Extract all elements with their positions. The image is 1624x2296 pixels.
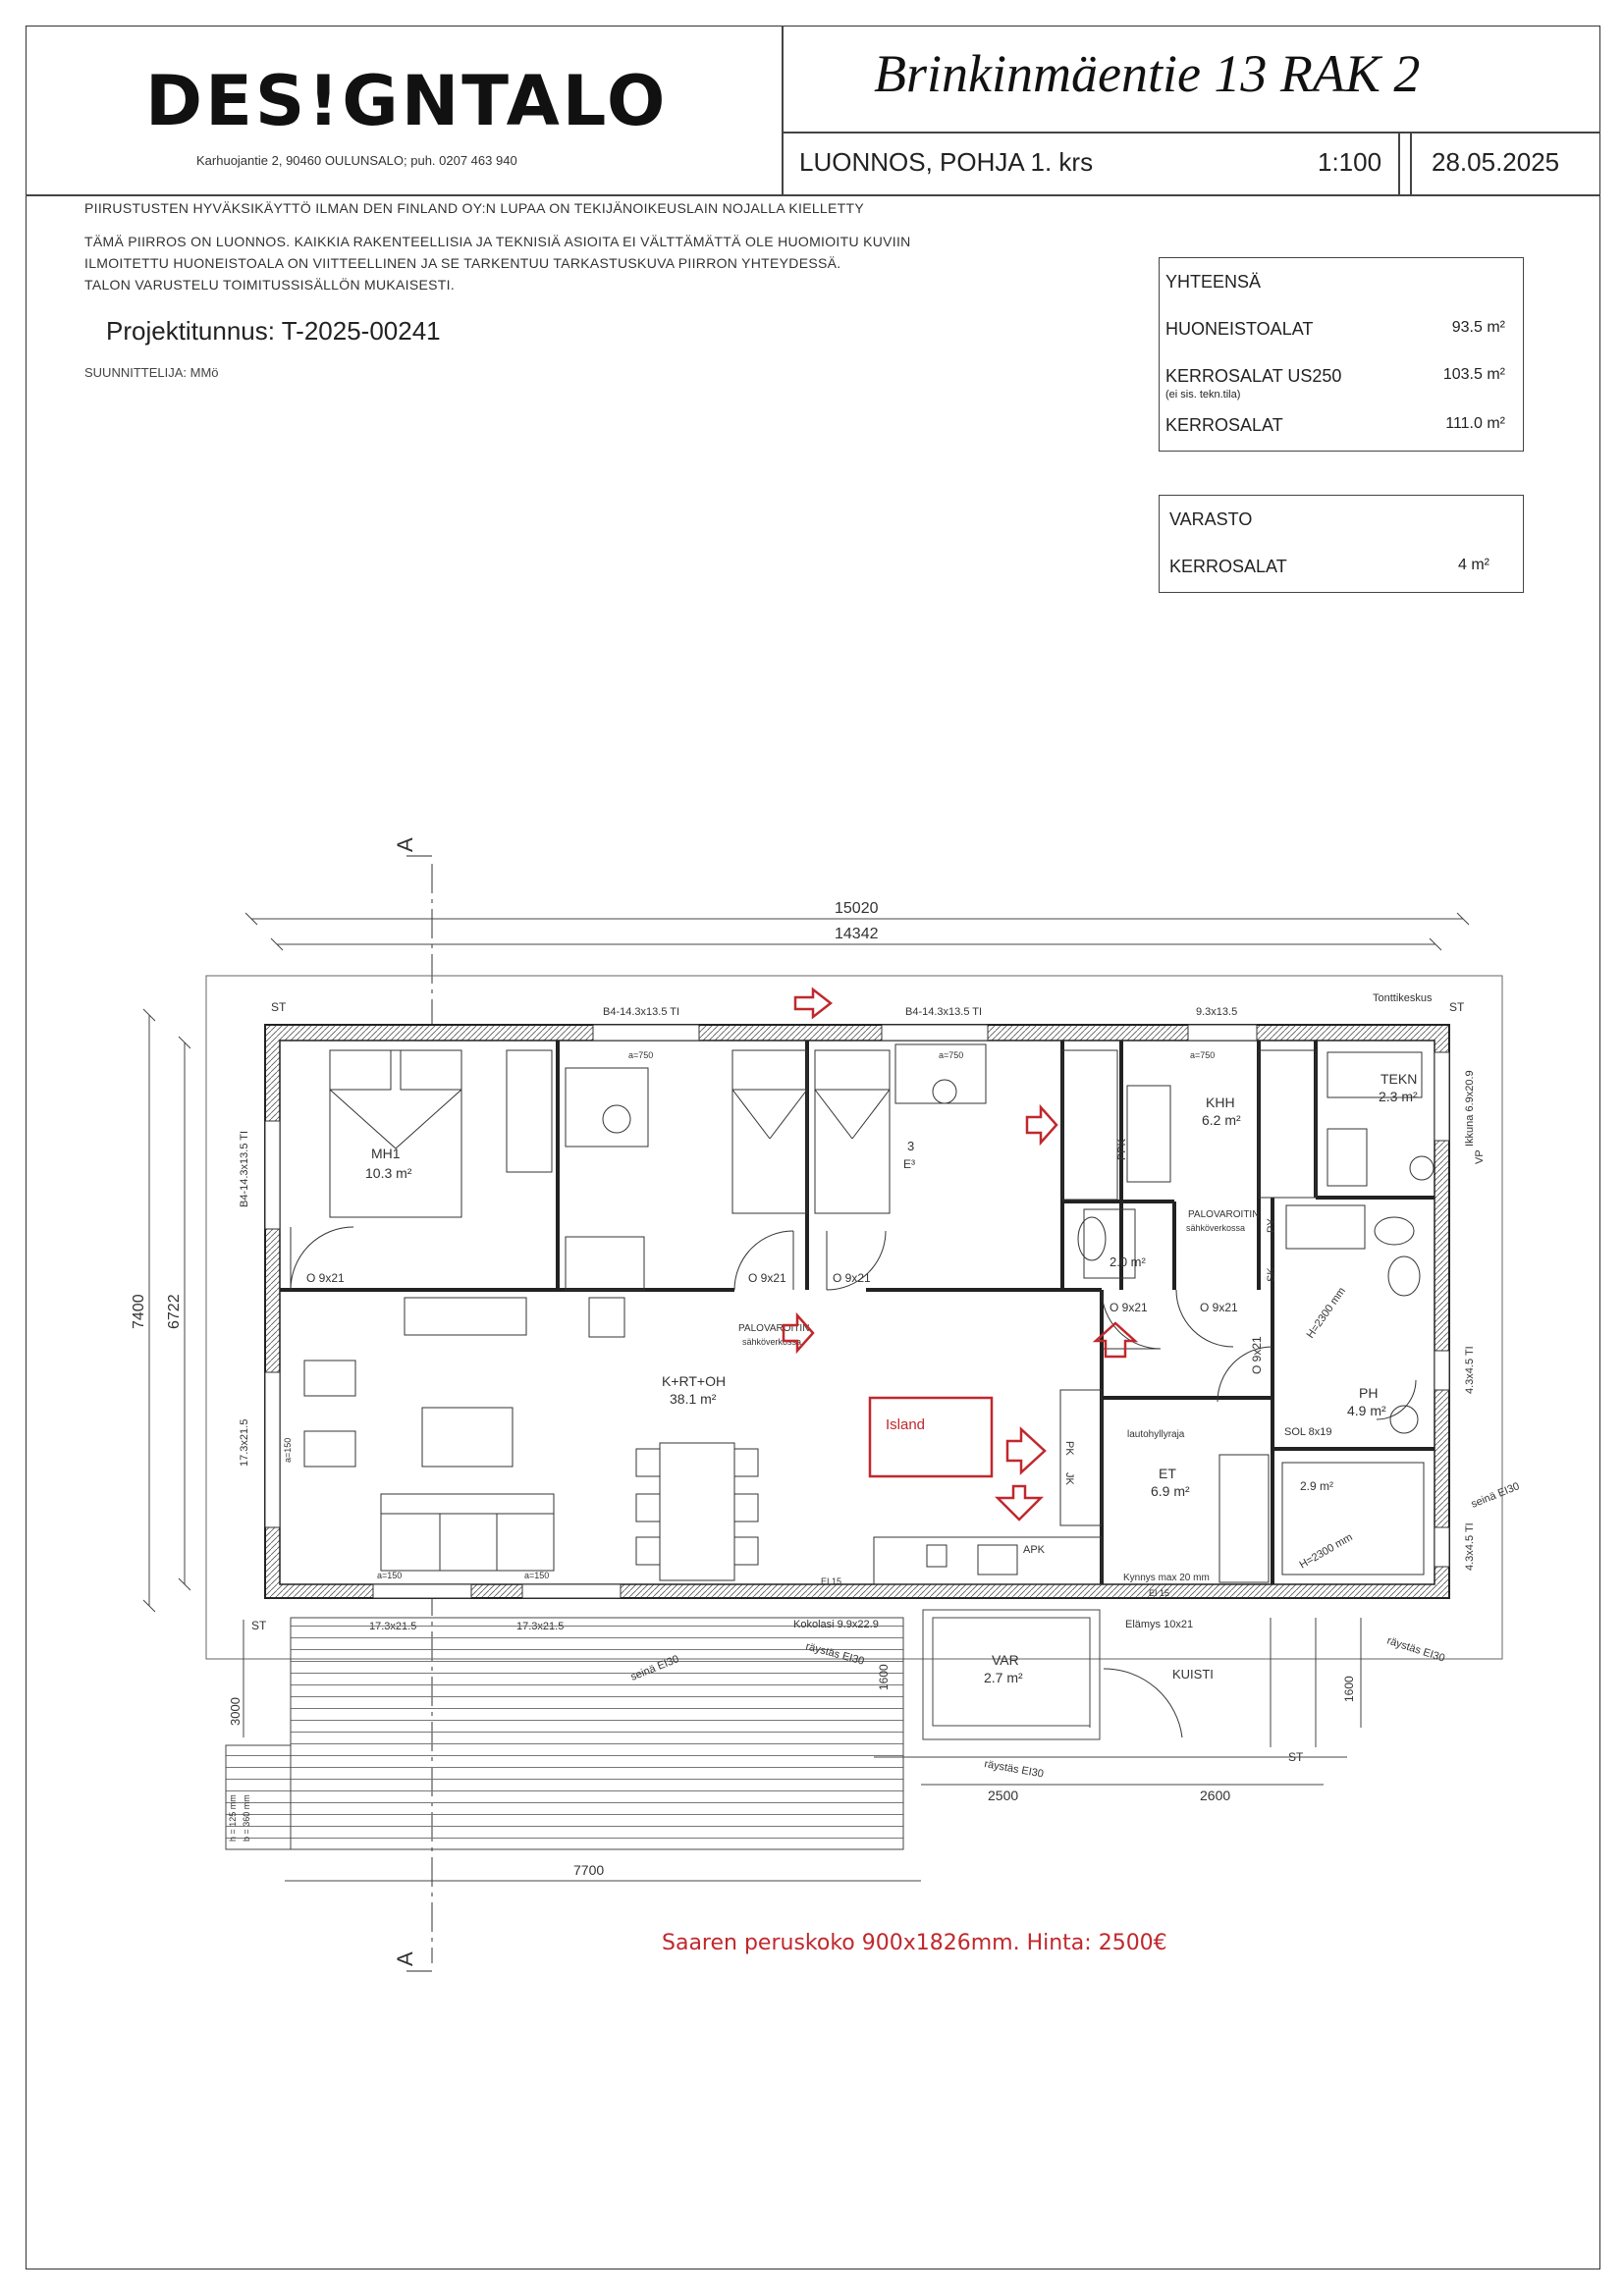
window-top-1: B4-14.3x13.5 TI <box>603 1006 680 1018</box>
raystas-2: räystäs EI30 <box>1385 1634 1446 1665</box>
seina-2: seinä EI30 <box>1469 1480 1522 1511</box>
room-sauna-area: 2.9 m² <box>1300 1479 1334 1493</box>
dim-1600-b: 1600 <box>1342 1676 1356 1702</box>
island-price-note: Saaren peruskoko 900x1826mm. Hinta: 2500€ <box>662 1931 1167 1955</box>
a750-2: a=750 <box>939 1050 964 1060</box>
room-var: VAR <box>992 1652 1019 1668</box>
raystas-3: räystäs EI30 <box>983 1758 1045 1781</box>
py-label: PY <box>1266 1218 1277 1233</box>
project-title: Brinkinmäentie 13 RAK 2 <box>874 44 1421 103</box>
drawing-date: 28.05.2025 <box>1432 147 1560 177</box>
room-et-area: 6.9 m² <box>1151 1483 1190 1499</box>
draft-notice-2: ILMOITETTU HUONEISTOALA ON VIITTEELLINEN JA SE TARKENTUU TARKASTUSKUVA PIIRRON YHTEYDESSÄ. <box>84 255 841 271</box>
totals-heading: YHTEENSÄ <box>1165 272 1262 292</box>
door-label-4: O 9x21 <box>1110 1301 1148 1314</box>
window-right-2: 4.3x4.5 TI <box>1464 1346 1476 1394</box>
room-mh1-area: 10.3 m² <box>365 1165 412 1181</box>
kerrosalat-value: 111.0 m² <box>1445 415 1505 432</box>
dim-terrace-width: 7700 <box>573 1862 605 1878</box>
window-top-3: 9.3x13.5 <box>1196 1006 1238 1018</box>
st-mark-3: ST <box>251 1619 267 1632</box>
room-3: 3 <box>907 1139 915 1153</box>
room-ph: PH <box>1359 1385 1379 1401</box>
sol-label: SOL 8x19 <box>1284 1426 1332 1438</box>
huoneistoalat-label: HUONEISTOALAT <box>1165 319 1314 339</box>
dim-inner-height: 6722 <box>166 1294 183 1329</box>
sahkoverkossa-living: sähköverkossa <box>742 1337 802 1347</box>
room-ph-area: 4.9 m² <box>1347 1403 1386 1418</box>
h2300-a: H=2300 mm <box>1304 1285 1349 1341</box>
company-address: Karhuojantie 2, 90460 OULUNSALO; puh. 0207 463 940 <box>196 153 517 168</box>
porch-label: KUISTI <box>1172 1667 1214 1682</box>
sk-label: SK <box>1266 1267 1277 1282</box>
section-mark-top: A <box>393 837 417 852</box>
arrow-top-right-icon <box>795 989 831 1017</box>
sahkoverkossa-khh: sähköverkossa <box>1186 1223 1246 1233</box>
room-tekn-area: 2.3 m² <box>1379 1089 1418 1104</box>
a750-3: a=750 <box>1190 1050 1216 1060</box>
dim-1600-a: 1600 <box>877 1664 891 1690</box>
kerrosalat-label: KERROSALAT <box>1165 415 1283 435</box>
dim-terrace-depth: 3000 <box>228 1697 243 1726</box>
st-mark-4: ST <box>1288 1750 1304 1764</box>
kokolasi-label: Kokolasi 9.9x22.9 <box>793 1619 879 1630</box>
a150-3: a=150 <box>283 1437 293 1463</box>
island-label: Island <box>886 1416 926 1433</box>
room-var-area: 2.7 m² <box>984 1670 1023 1685</box>
drawing-scale: 1:100 <box>1318 147 1382 177</box>
room-tekn: TEKN <box>1380 1071 1418 1087</box>
palovaroitin-living: PALOVAROITIN <box>738 1323 810 1334</box>
raystas-1: räystäs EI30 <box>804 1640 866 1668</box>
a150-2: a=150 <box>524 1571 550 1580</box>
drawing-name: LUONNOS, POHJA 1. krs <box>799 147 1094 177</box>
a750-1: a=750 <box>628 1050 654 1060</box>
draft-notice-1: TÄMÄ PIIRROS ON LUONNOS. KAIKKIA RAKENTEELLISIA JA TEKNISIÄ ASIOITA EI VÄLTTÄMÄTTÄ OLE HUOMIOITU KUVIIN <box>84 234 911 249</box>
copyright-notice: PIIRUSTUSTEN HYVÄKSIKÄYTTÖ ILMAN DEN FINLAND OY:N LUPAA ON TEKIJÄNOIKEUSLAIN NOJALLA KIELLETTY <box>84 200 864 216</box>
storage-kerrosalat-value: 4 m² <box>1458 557 1489 573</box>
storage-kerrosalat-label: KERROSALAT <box>1169 557 1287 576</box>
draft-notice-3: TALON VARUSTELU TOIMITUSSISÄLLÖN MUKAISESTI. <box>84 277 456 293</box>
st-mark-1: ST <box>271 1000 287 1014</box>
vp-mark: VP <box>1474 1149 1486 1164</box>
room-wc-area: 2.0 m² <box>1110 1255 1146 1269</box>
door-label-5: O 9x21 <box>1200 1301 1238 1314</box>
room-khh-area: 6.2 m² <box>1202 1112 1241 1128</box>
pk-label: PK <box>1063 1441 1075 1456</box>
jk-label: JK <box>1063 1472 1075 1485</box>
a150-1: a=150 <box>377 1571 403 1580</box>
porch-outline <box>874 1610 1347 1757</box>
dim-total-height: 7400 <box>131 1294 147 1329</box>
window-right-3: 4.3x4.5 TI <box>1464 1522 1476 1571</box>
h2300-b: H=2300 mm <box>1297 1531 1355 1572</box>
window-left-1: B4-14.3x13.5 TI <box>239 1130 250 1207</box>
designer: SUUNNITTELIJA: MMö <box>84 365 219 380</box>
elamys-label: Elämys 10x21 <box>1125 1619 1194 1630</box>
ei15-1: EI 15 <box>821 1576 842 1586</box>
tonttikeskus-label: Tonttikeskus <box>1373 992 1433 1004</box>
room-krtoh-area: 38.1 m² <box>670 1391 717 1407</box>
section-mark-bottom: A <box>393 1951 417 1966</box>
lautohyllyt-label: lautohyllyraja <box>1127 1429 1185 1440</box>
ei15-2: EI 15 <box>1149 1588 1170 1598</box>
interior <box>280 1041 1435 1584</box>
room-khh: KHH <box>1206 1095 1235 1110</box>
seina-1: seinä EI30 <box>628 1653 681 1683</box>
door-label-2: O 9x21 <box>748 1271 786 1285</box>
window-left-2: 17.3x21.5 <box>239 1418 250 1467</box>
dim-2600: 2600 <box>1200 1788 1231 1803</box>
door-label-6: O 9x21 <box>1250 1336 1264 1374</box>
step-height-1: h = 125 mm <box>228 1794 238 1842</box>
kerrosalat-us-label: KERROSALAT US250 <box>1165 366 1342 386</box>
company-logo: DES!GNTALO <box>145 61 669 141</box>
door-label-1: O 9x21 <box>306 1271 345 1285</box>
kerrosalat-us-value: 103.5 m² <box>1442 366 1505 383</box>
ppk-label: PPK <box>1116 1138 1128 1160</box>
storage-heading: VARASTO <box>1169 509 1253 529</box>
huoneistoalat-value: 93.5 m² <box>1451 319 1505 336</box>
window-right-1: Ikkuna 6.9x20.9 <box>1464 1070 1476 1147</box>
door-label-3: O 9x21 <box>833 1271 871 1285</box>
project-id: Projektitunnus: T-2025-00241 <box>106 316 441 346</box>
dim-total-width: 15020 <box>835 900 879 917</box>
room-krtoh: K+RT+OH <box>662 1373 727 1389</box>
room-mh1: MH1 <box>371 1146 401 1161</box>
window-top-2: B4-14.3x13.5 TI <box>905 1006 983 1018</box>
st-mark-2: ST <box>1449 1000 1465 1014</box>
dim-inner-width: 14342 <box>835 926 879 942</box>
palovaroitin-khh: PALOVAROITIN <box>1188 1209 1260 1220</box>
apk-label: APK <box>1023 1544 1046 1556</box>
dim-2500: 2500 <box>988 1788 1019 1803</box>
kynnys-label: Kynnys max 20 mm <box>1123 1573 1210 1583</box>
step-depth-1: b = 360 mm <box>242 1794 251 1842</box>
kerrosalat-us-note: (ei sis. tekn.tila) <box>1165 389 1241 400</box>
room-et: ET <box>1159 1466 1176 1481</box>
room-3-area: E³ <box>903 1157 915 1171</box>
